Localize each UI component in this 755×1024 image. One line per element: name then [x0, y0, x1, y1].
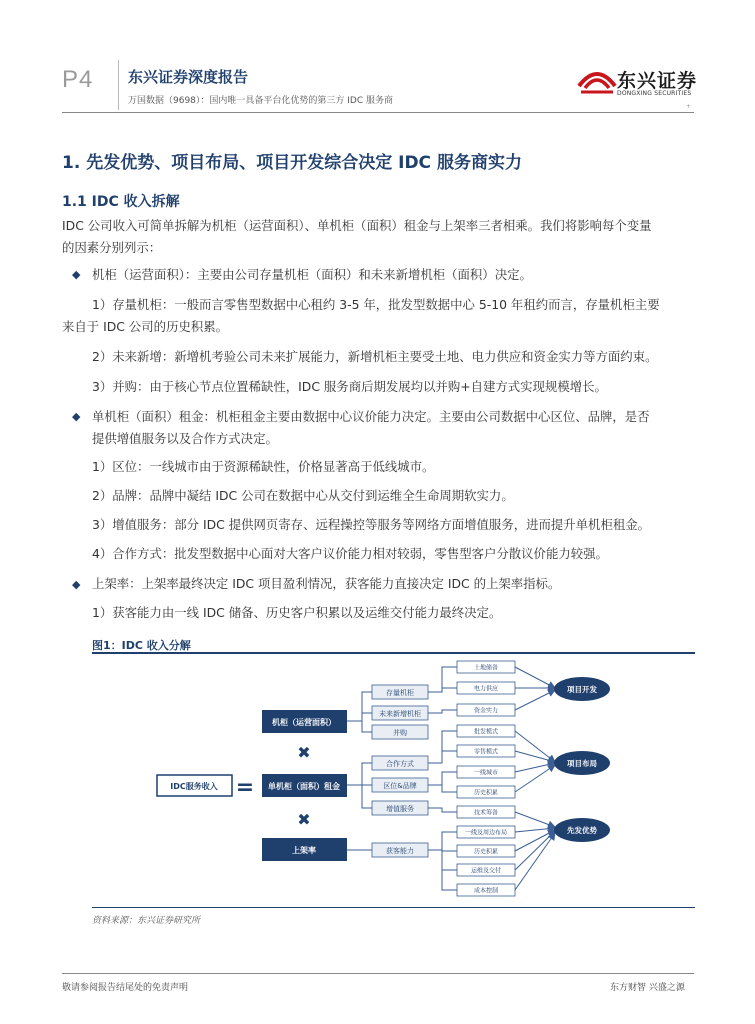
svg-text:IDC服务收入: IDC服务收入 — [170, 782, 218, 791]
svg-text:项目开发: 项目开发 — [567, 685, 597, 694]
figure-title: 图1：IDC 收入分解 — [92, 639, 191, 652]
bullet-diamond-icon: ◆ — [72, 268, 81, 281]
bullet-cabinet: 机柜（运营面积）：主要由公司存量机柜（面积）和未来新增机柜（面积）决定。 — [92, 267, 532, 282]
cabinet-point-1b: 来自于 IDC 公司的历史积累。 — [62, 319, 229, 334]
svg-text:=: = — [235, 775, 255, 800]
svg-text:批发模式: 批发模式 — [473, 728, 499, 736]
svg-text:成本控制: 成本控制 — [473, 887, 499, 895]
svg-text:并购: 并购 — [393, 729, 407, 737]
svg-text:✖: ✖ — [297, 743, 311, 762]
footer-rule — [62, 973, 694, 974]
report-title: 东兴证券深度报告 — [128, 68, 249, 86]
dongxing-logo-icon — [577, 64, 617, 98]
svg-text:资金实力: 资金实力 — [473, 707, 499, 715]
section-heading: 1. 先发优势、项目布局、项目开发综合决定 IDC 服务商实力 — [62, 153, 522, 173]
rent-point-2: 2）品牌：品牌中凝结 IDC 公司在数据中心从交付到运维全生命周期软实力。 — [92, 488, 514, 503]
svg-text:区位&品牌: 区位&品牌 — [383, 782, 417, 790]
svg-text:零售模式: 零售模式 — [473, 748, 499, 756]
svg-text:增值服务: 增值服务 — [386, 805, 414, 813]
svg-text:机柜（运营面积）: 机柜（运营面积） — [272, 718, 336, 727]
svg-text:上架率: 上架率 — [292, 846, 316, 855]
bullet-diamond-icon: ◆ — [72, 410, 81, 423]
svg-text:历史积累: 历史积累 — [473, 848, 499, 856]
rent-point-4: 4）合作方式：批发型数据中心面对大客户议价能力相对较弱，零售型客户分散议价能力较强。 — [92, 546, 608, 561]
intro-line-2: 的因素分别列示： — [62, 240, 162, 255]
figure-bottom-rule — [92, 907, 695, 908]
footer-disclaimer: 敬请参阅报告结尾处的免责声明 — [62, 983, 189, 993]
svg-text:历史积累: 历史积累 — [473, 789, 499, 797]
figure-source: 资料来源：东兴证券研究所 — [92, 916, 201, 926]
svg-text:运维及交付: 运维及交付 — [470, 867, 502, 875]
rent-point-3: 3）增值服务：部分 IDC 提供网页寄存、远程操控等服务等网络方面增值服务，进而提升单机柜租金。 — [92, 517, 651, 532]
cabinet-point-3: 3）并购：由于核心节点位置稀缺性，IDC 服务商后期发展均以并购+自建方式实现规模增长。 — [92, 379, 607, 394]
svg-text:✖: ✖ — [297, 810, 311, 829]
svg-text:一线及周边布局: 一线及周边布局 — [464, 829, 508, 837]
svg-text:一线城市: 一线城市 — [473, 769, 499, 777]
cabinet-point-1a: 1）存量机柜：一般而言零售型数据中心租约 3-5 年，批发型数据中心 5-10 年租约而言，存量机柜主要 — [92, 297, 660, 312]
occupancy-point-1: 1）获客能力由一线 IDC 储备、历史客户积累以及运维交付能力最终决定。 — [92, 605, 502, 620]
header-rule — [62, 112, 694, 113]
svg-text:先发优势: 先发优势 — [567, 826, 597, 835]
figure-top-rule — [92, 652, 695, 654]
svg-text:获客能力: 获客能力 — [386, 847, 414, 855]
intro-line-1: IDC 公司收入可简单拆解为机柜（运营面积）、单机柜（面积）租金与上架率三者相乘。我们将影响每个变量 — [62, 218, 652, 233]
footer-slogan: 东方财智 兴盛之源 — [610, 983, 685, 993]
logo-text: 东兴证券 — [617, 70, 698, 92]
subsection-heading: 1.1 IDC 收入拆解 — [62, 194, 180, 210]
bullet-diamond-icon: ◆ — [72, 578, 81, 591]
page-number: P4 — [62, 66, 94, 93]
logo-mark-small: + — [686, 103, 692, 110]
rent-point-1: 1）区位：一线城市由于资源稀缺性，价格显著高于低线城市。 — [92, 459, 435, 474]
svg-text:电力供应: 电力供应 — [473, 685, 499, 693]
bullet-occupancy: 上架率：上架率最终决定 IDC 项目盈利情况，获客能力直接决定 IDC 的上架率指标。 — [92, 576, 561, 591]
bullet-rent-a: 单机柜（面积）租金：机柜租金主要由数据中心议价能力决定。主要由公司数据中心区位、品牌，是否 — [92, 409, 650, 424]
svg-text:土地储备: 土地储备 — [473, 664, 499, 672]
svg-text:技术筹备: 技术筹备 — [473, 809, 499, 817]
svg-text:未来新增机柜: 未来新增机柜 — [379, 710, 421, 718]
header-divider — [118, 60, 119, 110]
svg-text:存量机柜: 存量机柜 — [386, 689, 414, 697]
svg-text:项目布局: 项目布局 — [567, 759, 597, 768]
svg-text:合作方式: 合作方式 — [386, 760, 414, 768]
idc-revenue-diagram — [92, 655, 695, 905]
bullet-rent-b: 提供增值服务以及合作方式决定。 — [92, 431, 278, 446]
logo-english: DONGXING SECURITIES — [617, 90, 692, 97]
report-subtitle: 万国数据（9698）：国内唯一具备平台化优势的第三方 IDC 服务商 — [128, 96, 393, 106]
cabinet-point-2: 2）未来新增：新增机考验公司未来扩展能力，新增机柜主要受土地、电力供应和资金实力等方面约束。 — [92, 349, 658, 364]
svg-text:单机柜（面积）租金: 单机柜（面积）租金 — [268, 782, 340, 791]
